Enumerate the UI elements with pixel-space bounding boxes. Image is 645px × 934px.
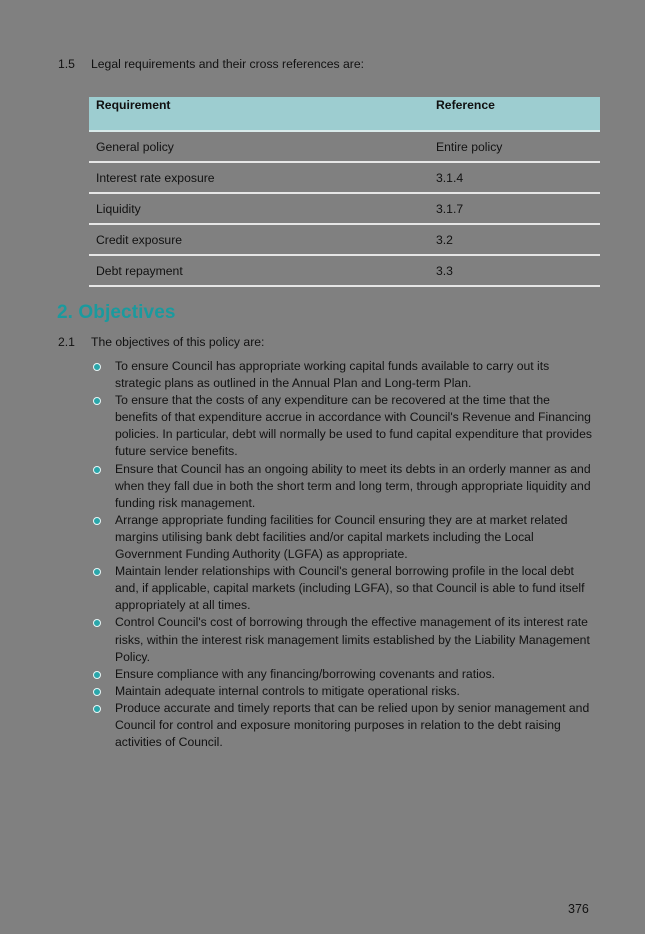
paragraph-2-1 bbox=[58, 334, 264, 350]
objective-text: Produce accurate and timely reports that can be relied upon by senior management and Council for control and exposure monitoring purposes in relation to the debt raising activities of Council. bbox=[115, 700, 590, 750]
objective-text: Ensure compliance with any financing/borrowing covenants and ratios. bbox=[115, 666, 496, 681]
list-item bbox=[93, 512, 593, 563]
objective-text: Arrange appropriate funding facilities for Council ensuring they are at market related margins utilising bank debt facilities and/or capital markets including the Local Government Funding Authority (LGFA) as appropriate. bbox=[115, 512, 568, 562]
column-header-reference: Reference bbox=[428, 97, 600, 131]
bullet-icon bbox=[93, 705, 101, 713]
objective-text: Control Council's cost of borrowing through the effective management of its interest rate risks, within the interest risk management limits established by the Liability Management Policy. bbox=[115, 615, 590, 664]
list-item bbox=[93, 666, 593, 683]
bullet-icon bbox=[93, 363, 101, 371]
reference-cell: 3.2 bbox=[428, 224, 600, 255]
reference-cell: 3.3 bbox=[428, 255, 600, 286]
paragraph-1-5 bbox=[58, 56, 364, 72]
list-item bbox=[93, 358, 593, 392]
bullet-icon bbox=[93, 619, 101, 627]
list-item bbox=[93, 683, 593, 700]
table-row bbox=[89, 162, 600, 193]
reference-cell: 3.1.7 bbox=[428, 193, 600, 224]
reference-cell: 3.1.4 bbox=[428, 162, 600, 193]
list-item bbox=[93, 392, 593, 460]
paragraph-number: 1.5 bbox=[58, 57, 75, 71]
objective-text: To ensure that the costs of any expenditure can be recovered at the time that the benefits of that expenditure accrue in accordance with Council's Revenue and Financing policies. In particular, debt will normally be used to fund capital expenditure that provides future service benefits. bbox=[115, 393, 592, 459]
paragraph-number: 2.1 bbox=[58, 335, 75, 349]
requirements-table bbox=[89, 97, 600, 287]
requirement-cell: Credit exposure bbox=[89, 224, 428, 255]
bullet-icon bbox=[93, 517, 101, 525]
requirement-cell: Debt repayment bbox=[89, 255, 428, 286]
page-number: 376 bbox=[568, 902, 589, 916]
table-row bbox=[89, 193, 600, 224]
list-item bbox=[93, 461, 593, 512]
table-header-row bbox=[89, 97, 600, 131]
bullet-icon bbox=[93, 397, 101, 405]
list-item bbox=[93, 563, 593, 614]
column-header-requirement: Requirement bbox=[89, 97, 428, 131]
requirement-cell: Liquidity bbox=[89, 193, 428, 224]
objective-text: Maintain adequate internal controls to mitigate operational risks. bbox=[115, 683, 460, 698]
table-row bbox=[89, 255, 600, 286]
table-row bbox=[89, 224, 600, 255]
bullet-icon bbox=[93, 568, 101, 576]
reference-cell: Entire policy bbox=[428, 131, 600, 162]
requirement-cell: General policy bbox=[89, 131, 428, 162]
paragraph-text: Legal requirements and their cross references are: bbox=[91, 57, 365, 71]
list-item bbox=[93, 614, 593, 665]
section-heading-objectives: 2. Objectives bbox=[57, 302, 176, 323]
objective-text: Maintain lender relationships with Council's general borrowing profile in the local debt and, if applicable, capital markets (including LGFA), so that Council is able to fund itself appropriately at all times. bbox=[115, 564, 585, 613]
bullet-icon bbox=[93, 466, 101, 474]
list-item bbox=[93, 700, 593, 751]
paragraph-text: The objectives of this policy are: bbox=[91, 335, 265, 349]
requirement-cell: Interest rate exposure bbox=[89, 162, 428, 193]
objective-text: To ensure Council has appropriate working capital funds available to carry out its strategic plans as outlined in the Annual Plan and Long-term Plan. bbox=[115, 359, 550, 391]
bullet-icon bbox=[93, 688, 101, 696]
objective-text: Ensure that Council has an ongoing ability to meet its debts in an orderly manner as and when they fall due in both the short term and long term, through appropriate liquidity and funding risk management. bbox=[115, 461, 591, 510]
bullet-icon bbox=[93, 671, 101, 679]
table-row bbox=[89, 131, 600, 162]
objectives-list bbox=[93, 358, 593, 751]
